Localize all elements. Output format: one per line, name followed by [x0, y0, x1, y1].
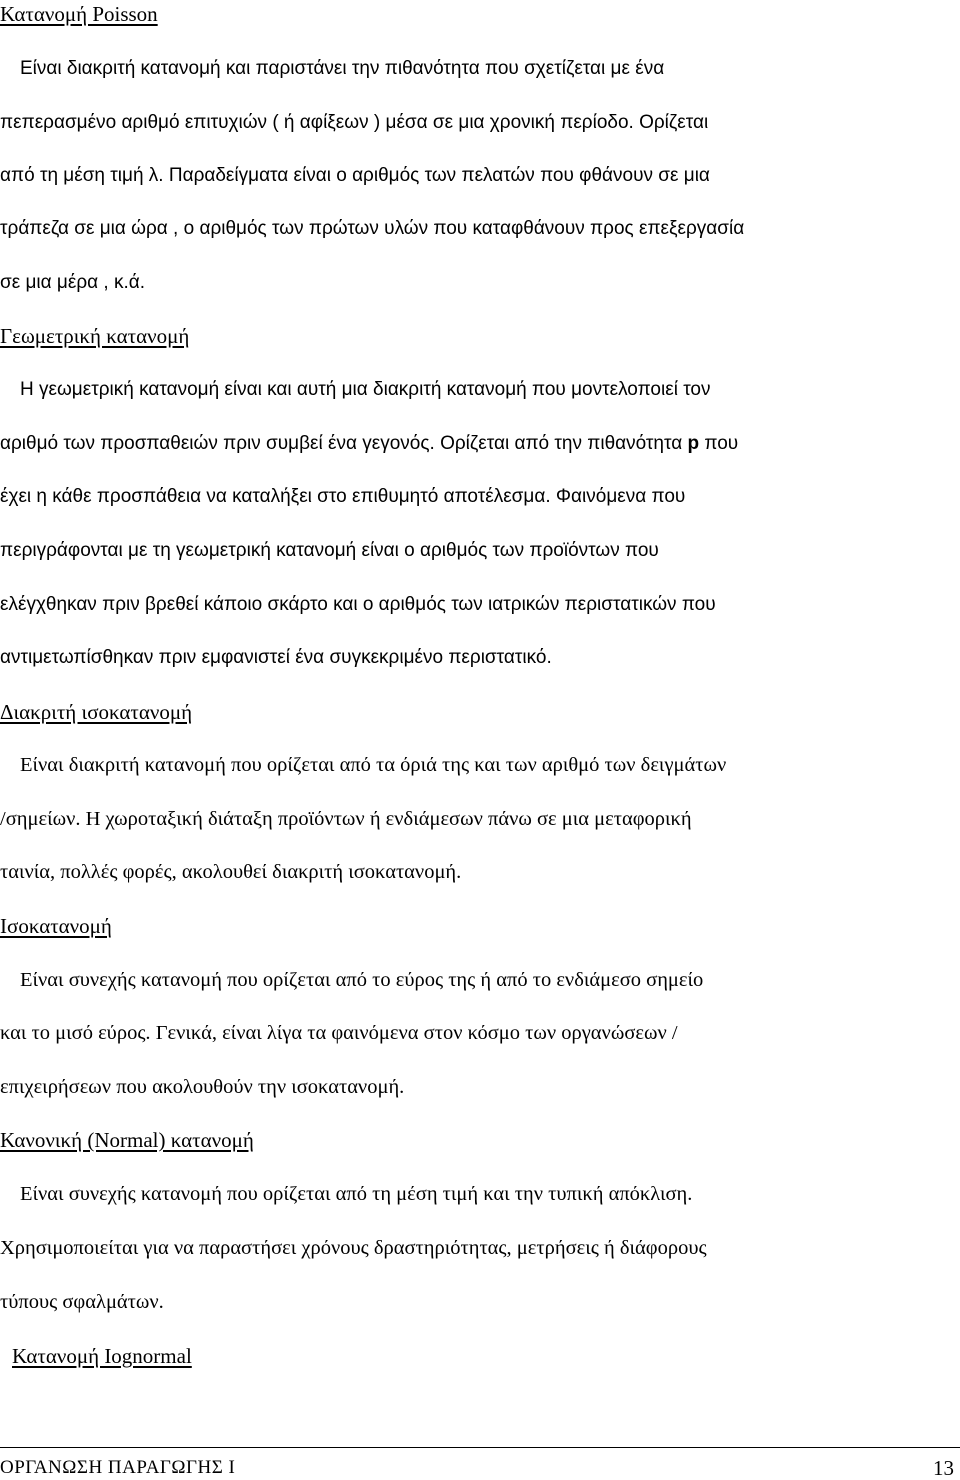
heading-poisson: Κατανομή Poisson: [0, 2, 158, 26]
heading-uniform: Ισοκατανομή: [0, 914, 112, 938]
paragraph-line: Η γεωμετρική κατανομή είναι και αυτή μια διακριτή κατανομή που μοντελοποιεί τον: [20, 379, 711, 400]
heading-lognormal: Κατανομή Iognormal: [12, 1344, 192, 1368]
paragraph-line: περιγράφονται με τη γεωμετρική κατανομή είναι ο αριθμός των προϊόντων που: [0, 540, 659, 561]
paragraph-line: Είναι συνεχής κατανομή που ορίζεται από το εύρος της ή από το ενδιάμεσο σημείο: [20, 969, 704, 991]
heading-normal: Κανονική (Normal) κατανομή: [0, 1128, 254, 1152]
paragraph-line: Χρησιμοποιείται για να παραστήσει χρόνους δραστηριότητας, μετρήσεις ή διάφορους: [0, 1237, 707, 1259]
paragraph-line: ταινία, πολλές φορές, ακολουθεί διακριτή ισοκατανομή.: [0, 861, 462, 883]
variable-p: p: [687, 433, 700, 454]
paragraph-line: σε μια μέρα , κ.ά.: [0, 272, 145, 293]
heading-discrete-uniform: Διακριτή ισοκατανομή: [0, 700, 193, 724]
paragraph-line: Είναι συνεχής κατανομή που ορίζεται από τη μέση τιμή και την τυπική απόκλιση.: [20, 1183, 693, 1205]
paragraph-line: [0, 430, 738, 458]
paragraph-line: Είναι διακριτή κατανομή που ορίζεται από τα όριά της και των αριθμό των δειγμάτων: [20, 754, 727, 776]
text-run: Φαινόμενα που: [555, 486, 686, 507]
footer-divider: [0, 1447, 960, 1448]
paragraph-line: /σημείων. Η χωροταξική διάταξη προϊόντων ή ενδιάμεσων πάνω σε μια μεταφορική: [0, 808, 692, 830]
text-run: και το μισό εύρος.: [0, 1022, 151, 1044]
paragraph-line: τράπεζα σε μια ώρα , ο αριθμός των πρώτων υλών που καταφθάνουν προς επεξεργασία: [0, 218, 745, 239]
paragraph-line: [0, 1019, 678, 1047]
text-run: Ορίζεται από την πιθανότητα: [440, 433, 683, 454]
paragraph-line: από τη μέση τιμή λ. Παραδείγματα είναι ο αριθμός των πελατών που φθάνουν σε μια: [0, 165, 710, 186]
text-run: έχει η κάθε προσπάθεια να καταλήξει στο επιθυμητό αποτέλεσμα.: [0, 486, 551, 507]
paragraph-line: [0, 483, 685, 511]
footer-title: ΟΡΓΑΝΩΣΗ ΠΑΡΑΓΩΓΗΣ Ι: [0, 1457, 236, 1478]
text-run: Γενικά, είναι λίγα τα φαινόμενα στον κόσμο των οργανώσεων /: [155, 1022, 678, 1044]
heading-geometric: Γεωμετρική κατανομή: [0, 324, 190, 348]
paragraph-line: πεπερασμένο αριθμό επιτυχιών ( ή αφίξεων ) μέσα σε μια χρονική περίοδο. Ορίζεται: [0, 112, 709, 133]
text-run: που: [704, 433, 739, 454]
paragraph-line: αντιμετωπίσθηκαν πριν εμφανιστεί ένα συγκεκριμένο περιστατικό.: [0, 647, 552, 668]
page-number: 13: [933, 1456, 954, 1480]
paragraph-line: επιχειρήσεων που ακολουθούν την ισοκατανομή.: [0, 1076, 405, 1098]
text-run: αριθμό των προσπαθειών πριν συμβεί ένα γεγονός.: [0, 433, 435, 454]
paragraph-line: ελέγχθηκαν πριν βρεθεί κάποιο σκάρτο και ο αριθμός των ιατρικών περιστατικών που: [0, 594, 716, 615]
paragraph-line: Είναι διακριτή κατανομή και παριστάνει την πιθανότητα που σχετίζεται με ένα: [20, 58, 665, 79]
paragraph-line: τύπους σφαλμάτων.: [0, 1291, 164, 1313]
